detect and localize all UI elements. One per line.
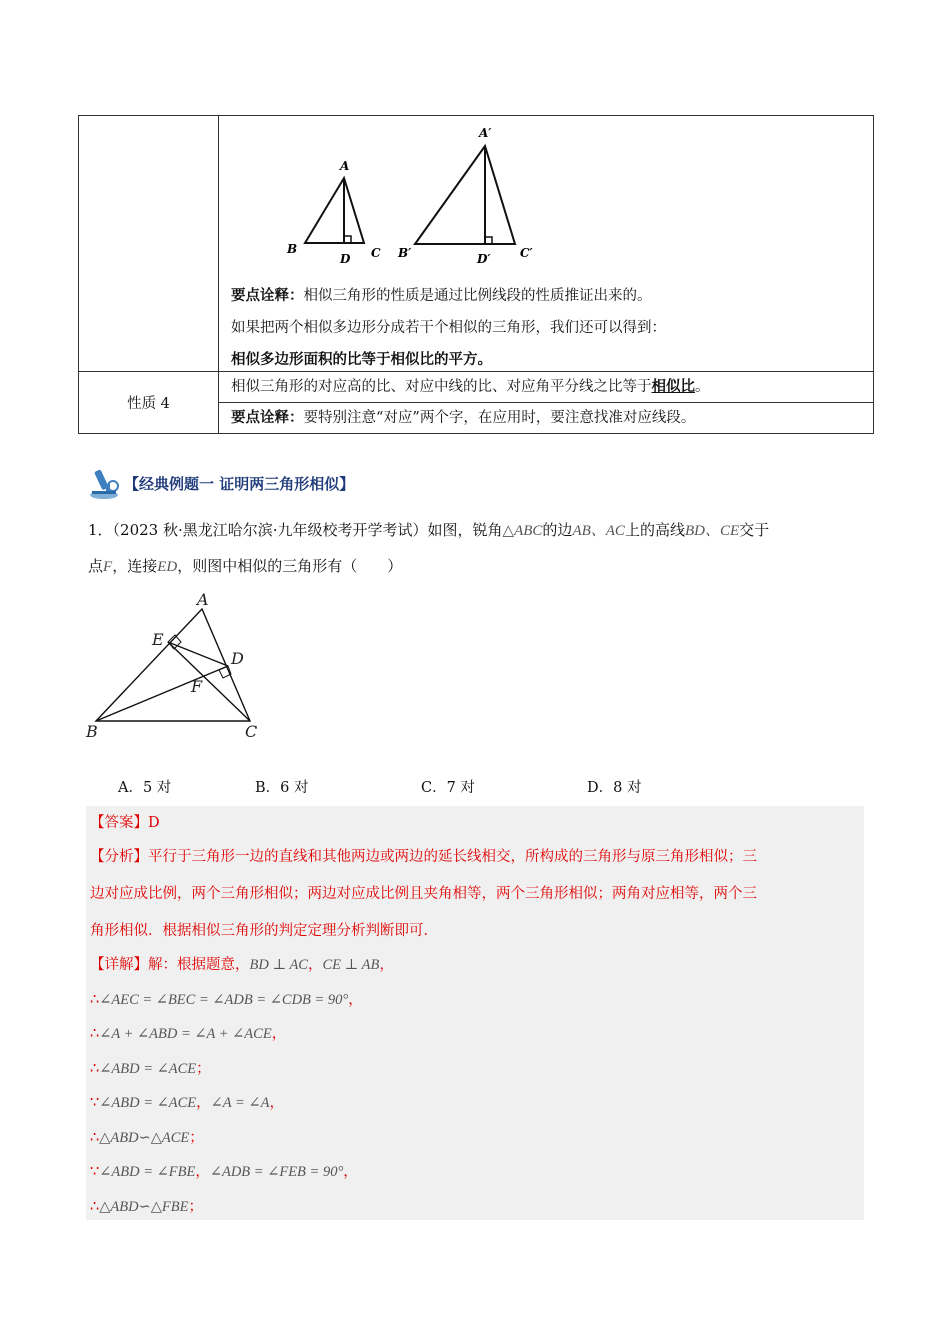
math-triangle-abc: △ABC	[502, 523, 543, 539]
math-ab-ac: AB、AC	[572, 523, 625, 539]
fig-label-d: D	[231, 649, 244, 668]
area-ratio-line: 相似多边形面积的比等于相似比的平方。	[231, 351, 492, 368]
label-c: C	[371, 246, 381, 260]
fig-label-b: B	[86, 722, 98, 741]
right-angle-mark-d1	[485, 237, 492, 244]
step-7-end: ；	[188, 1199, 203, 1215]
section-heading	[88, 466, 354, 500]
property-4-emphasis: 相似比	[651, 378, 695, 395]
question-line-2	[88, 547, 863, 586]
answer-value: D	[148, 815, 160, 831]
option-d[interactable]: D．8 对	[587, 780, 642, 796]
property-4-text-cell	[219, 372, 874, 403]
line-bd	[96, 666, 228, 721]
property-4-note-text: 要特别注意“对应”两个字，在应用时，要注意找准对应线段。	[303, 410, 696, 426]
step-5-end: ；	[189, 1130, 204, 1146]
step-3-sym: ∴	[90, 1061, 100, 1077]
fig-label-a: A	[197, 590, 209, 609]
step-6-end2: ，	[343, 1164, 358, 1180]
question-text-3: 上的高线	[624, 521, 685, 539]
analysis-line-3: 角形相似．根据相似三角形的判定定理分析判断即可．	[90, 923, 438, 939]
property-3-cell	[219, 116, 874, 372]
step-4-math2: ∠A = ∠A	[210, 1095, 270, 1111]
step-1-sym: ∴	[90, 992, 100, 1008]
question-text-7: ，则图中相似的三角形有（ ）	[177, 557, 403, 575]
step-6-math: ∠ABD = ∠FBE	[99, 1164, 196, 1180]
step-7	[90, 1190, 860, 1224]
step-5-sym: ∴	[90, 1130, 100, 1146]
note-line	[219, 280, 859, 312]
option-c[interactable]: C．7 对	[421, 780, 475, 796]
question-source: （2023 秋·黑龙江哈尔滨·九年级校考开学考试）	[112, 521, 428, 539]
step-4	[90, 1086, 860, 1120]
step-7-math: △ABD∽△FBE	[99, 1199, 189, 1215]
answer-line	[90, 806, 860, 840]
fig-label-e: E	[152, 630, 164, 649]
question-text-6: ，连接	[112, 557, 158, 575]
triangle-abc	[305, 178, 364, 243]
fig-label-c: C	[245, 722, 258, 741]
math-ed: ED	[157, 559, 178, 575]
math-f: F	[103, 559, 113, 575]
question-text-2: 的边	[542, 521, 573, 539]
step-6	[90, 1155, 860, 1189]
analysis-text-1: 平行于三角形一边的直线和其他两边或两边的延长线相交，所构成的三角形与原三角形相似；三	[148, 849, 757, 865]
label-d: D	[340, 252, 351, 266]
label-b: B	[287, 242, 298, 256]
question-line-1	[88, 511, 863, 550]
label-c-prime: C′	[520, 246, 533, 260]
step-4-sym: ∵	[90, 1095, 100, 1111]
question-number: 1．	[88, 521, 113, 539]
label-b-prime: B′	[398, 246, 412, 260]
option-a[interactable]: A．5 对	[118, 780, 172, 796]
step-7-sym: ∴	[90, 1199, 100, 1215]
detail-math-1: BD ⊥ AC	[249, 957, 308, 973]
step-6-math2: ∠ADB = ∠FEB = 90°	[209, 1164, 344, 1180]
label-a: A	[340, 159, 350, 173]
property-4-end: 。	[695, 379, 710, 395]
similar-triangles-figure	[219, 116, 877, 276]
property-4-label: 性质 4	[79, 372, 219, 434]
step-5	[90, 1121, 860, 1155]
detail-label: 【详解】	[90, 957, 148, 973]
property-4-text: 相似三角形的对应高的比、对应中线的比、对应角平分线之比等于	[231, 379, 652, 395]
step-2-end: ，	[271, 1026, 287, 1042]
step-2-math: ∠A + ∠ABD = ∠A + ∠ACE	[99, 1026, 272, 1042]
step-3	[90, 1052, 860, 1086]
question-text-4: 交于	[739, 521, 770, 539]
section-title: 【经典例题一 证明两三角形相似】	[124, 474, 355, 493]
step-3-end: ；	[196, 1061, 211, 1077]
step-4-end2: ，	[269, 1095, 284, 1111]
polygon-line: 如果把两个相似多边形分成若干个相似的三角形，我们还可以得到：	[231, 320, 666, 336]
property-4-note-cell	[219, 403, 874, 434]
empty-label-cell	[79, 116, 219, 372]
note-text: 相似三角形的性质是通过比例线段的性质推证出来的。	[303, 288, 652, 304]
label-d-prime: D′	[477, 252, 491, 266]
microscope-icon	[88, 466, 124, 500]
property-4-note-label: 要点诠释：	[231, 409, 304, 426]
step-4-math: ∠ABD = ∠ACE	[99, 1095, 197, 1111]
detail-line: 【详解】解：根据题意，BD ⊥ AC，CE ⊥ AB，	[90, 957, 394, 973]
detail-math-2: CE ⊥ AB	[322, 957, 380, 973]
label-a-prime: A′	[479, 126, 492, 140]
step-5-math: △ABD∽△ACE	[99, 1130, 190, 1146]
step-6-sym: ∵	[90, 1164, 100, 1180]
step-3-math: ∠ABD = ∠ACE	[99, 1061, 197, 1077]
step-4-end: ，	[196, 1095, 211, 1111]
detail-intro: 解：根据题意，	[148, 957, 250, 973]
options-row	[118, 776, 641, 797]
properties-table	[78, 115, 874, 434]
step-2-sym: ∴	[90, 1026, 100, 1042]
step-1	[90, 983, 860, 1017]
note-label: 要点诠释：	[231, 287, 304, 304]
step-1-math: ∠AEC = ∠BEC = ∠ADB = ∠CDB = 90°	[99, 992, 349, 1008]
analysis-line-1	[90, 840, 860, 874]
answer-label: 【答案】	[90, 815, 148, 831]
option-b[interactable]: B．6 对	[255, 780, 309, 796]
right-angle-mark-d	[344, 236, 351, 243]
question-text-5: 点	[88, 557, 104, 575]
question-figure	[82, 585, 282, 745]
step-2	[90, 1017, 860, 1051]
fig-label-f: F	[191, 677, 203, 696]
analysis-label: 【分析】	[90, 849, 148, 865]
step-1-end: ，	[348, 992, 363, 1008]
math-bd-ce: BD、CE	[684, 523, 740, 539]
step-6-end: ，	[195, 1164, 210, 1180]
analysis-line-2: 边对应成比例，两个三角形相似；两边对应成比例且夹角相等，两个三角形相似；两角对应相等，两个三	[90, 886, 757, 902]
question-text-1: 如图，锐角	[427, 521, 503, 539]
triangle-a1b1c1	[415, 146, 515, 244]
